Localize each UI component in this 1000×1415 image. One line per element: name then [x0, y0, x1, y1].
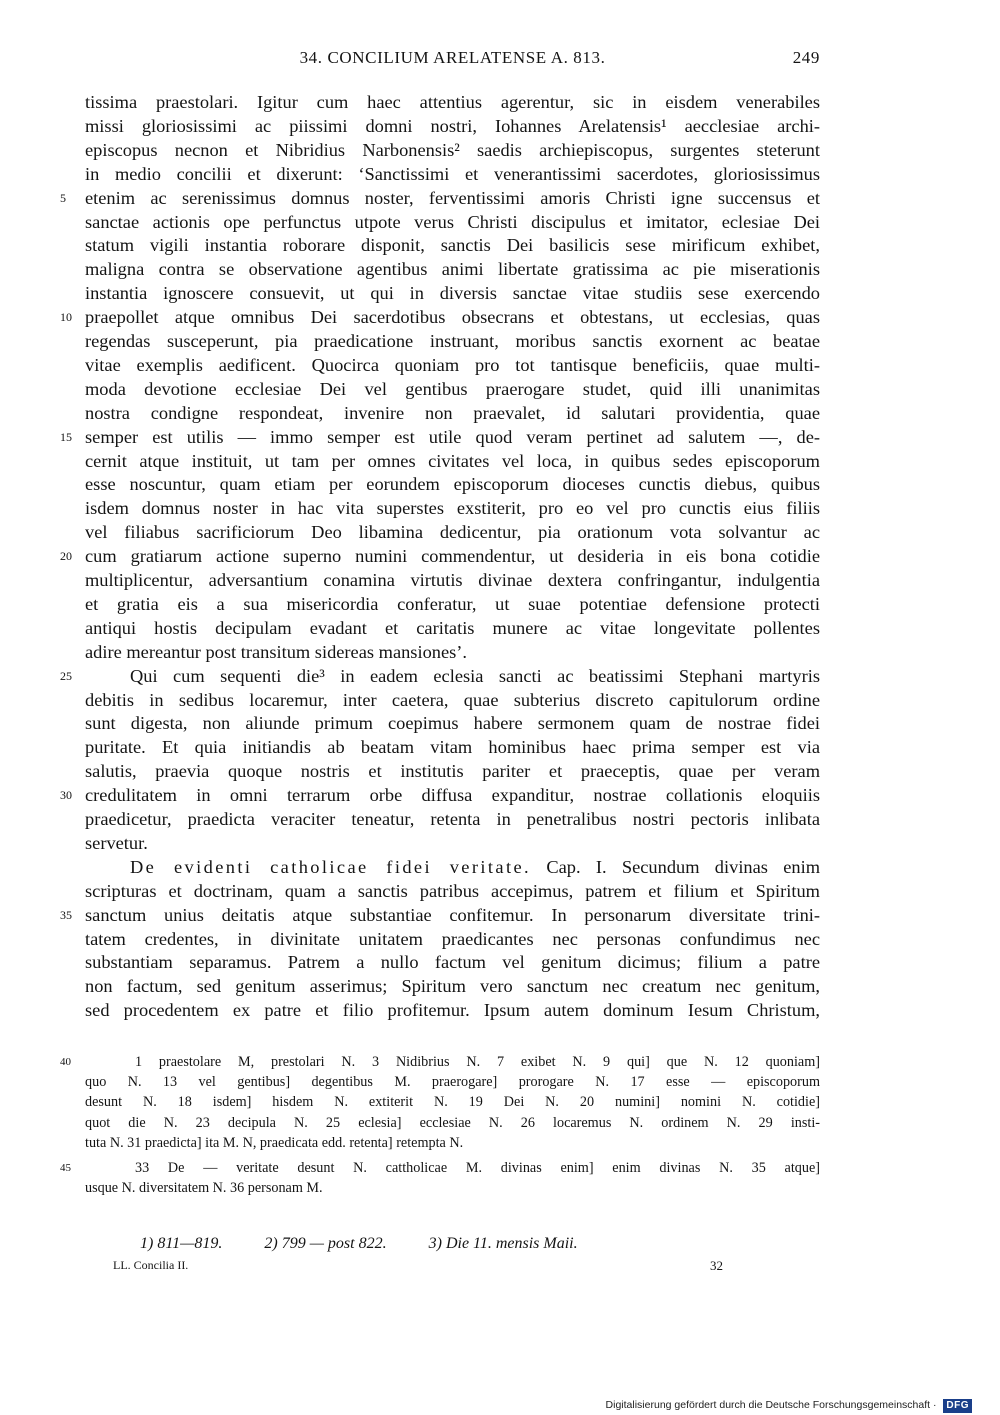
footnote-3: 3) Die 11. mensis Maii.	[428, 1235, 578, 1252]
apparatus-line-text: quo N. 13 vel gentibus] degentibus M. praerogare] prorogare N. 17 esse — episcoporum	[85, 1074, 820, 1091]
apparatus-line	[85, 1158, 820, 1178]
body-line	[85, 305, 820, 329]
body-line	[85, 664, 820, 688]
apparatus-line	[85, 1072, 820, 1092]
line-number: 5	[60, 190, 66, 205]
body-line-text: credulitatem in omni terrarum orbe diffusa expanditur, nostrae collationis eloquiis	[85, 785, 820, 806]
apparatus-line-text: quot die N. 23 decipula N. 25 eclesia] ecclesiae N. 26 locaremus N. ordinem N. 29 insti-	[85, 1114, 820, 1131]
body-line	[85, 90, 820, 114]
body-line-text: semper est utilis — immo semper est utile quod veram pertinet ad salutem —, de-	[85, 426, 820, 447]
body-line-text: statum vigili instantia roborare disponit, sanctis Dei basilicis sese mirificum exhibet,	[85, 235, 820, 256]
body-line-text: puritate. Et quia initiandis ab beatam vitam hominibus haec prima semper est via	[85, 737, 820, 758]
body-line-text: praedicetur, praedicta veraciter teneatur, retenta in penetralibus nostri pectoris inlibata	[85, 809, 820, 829]
body-line-text: episcopus necnon et Nibridius Narbonensis² saedis archiepiscopus, surgentes steterunt	[85, 139, 820, 160]
body-line	[85, 401, 820, 425]
line-number: 35	[60, 907, 72, 922]
body-line-text: multiplicentur, adversantium conamina virtutis divinae dextera confringantur, indulgentia	[85, 570, 820, 590]
credit-text: Digitalisierung gefördert durch die Deutsche Forschungsgemeinschaft ·	[605, 1399, 937, 1411]
body-line-text: servetur.	[85, 832, 148, 853]
body-line	[85, 425, 820, 449]
body-line	[85, 377, 820, 401]
apparatus-line	[85, 1178, 820, 1198]
body-line	[85, 472, 820, 496]
body-line	[85, 162, 820, 186]
body-line-text: regendas susceperunt, pia praedicatione instruant, moribus sanctis exornent ac beatae	[85, 331, 820, 351]
body-line	[85, 520, 820, 544]
apparatus-line-text: 1 praestolare M, prestolari N. 3 Nidibrius N. 7 exibet N. 9 qui] que N. 12 quoniam]	[135, 1054, 820, 1070]
line-number: 10	[60, 310, 72, 325]
body-line-text: in medio concilii et dixerunt: ‘Sanctissimi et venerantissimi sacerdotes, gloriosissimus	[85, 163, 820, 184]
body-line-text: vitae exemplis aedificent. Quocirca quoniam pro tot tantisque beneficiis, quae multi-	[85, 354, 820, 375]
body-line-text: sanctae actionis ope perfunctus utpote verus Christi discipulus et imitator, eclesiae Dei	[85, 211, 820, 232]
body-line-text: scripturas et doctrinam, quam a sanctis patribus accepimus, patrem et filium et Spiritum	[85, 880, 820, 901]
line-number: 30	[60, 788, 72, 803]
body-line-text: cum gratiarum actione superno numini commendentur, ut desideria in eis bona cotidie	[85, 546, 820, 567]
body-line-text: sed procedentem ex patre et filio profitemur. Ipsum autem dominum Iesum Christum,	[85, 1000, 820, 1021]
body-line	[85, 568, 820, 592]
chapter-heading: De evidenti catholicae fidei veritate.	[130, 856, 532, 877]
line-number: 20	[60, 549, 72, 564]
body-line-text: Qui cum sequenti die³ in eadem eclesia sancti ac beatissimi Stephani martyris	[130, 665, 820, 686]
body-line	[85, 329, 820, 353]
apparatus-line-text: tuta N. 31 praedicta] ita M. N, praedicata edd. retenta] retempta N.	[85, 1134, 464, 1151]
footnote-1: 1) 811—819.	[140, 1235, 223, 1252]
body-line-text: isdem domnus noster in hac vita superstes exstiterit, pro eo vel pro cunctis eius filiis	[85, 498, 820, 519]
body-line	[85, 998, 820, 1022]
body-line	[85, 114, 820, 138]
line-number: 25	[60, 668, 72, 683]
running-head	[85, 48, 820, 72]
body-line	[85, 138, 820, 162]
body-line	[85, 855, 820, 879]
apparatus-line	[85, 1092, 820, 1112]
body-line	[85, 353, 820, 377]
body-line	[85, 592, 820, 616]
body-line-text: sunt digesta, non aliunde primum coepimus habere sermonem quam de nostrae fidei	[85, 713, 820, 734]
page-number: 249	[792, 48, 820, 67]
body-line-text: tissima praestolari. Igitur cum haec attentius agerentur, sic in eisdem venerabiles	[85, 92, 820, 112]
body-line-text: salutis, praevia quoque nostris et institutis pariter et praeceptis, quae per veram	[85, 761, 820, 782]
body-line-text: maligna contra se observatione agentibus animi libertate gratissima ac pie miserationis	[85, 259, 820, 280]
body-line	[85, 640, 820, 664]
body-line	[85, 688, 820, 712]
line-number: 40	[60, 1056, 71, 1068]
body-line	[85, 927, 820, 951]
body-line	[85, 210, 820, 234]
footnote-2: 2) 799 — post 822.	[264, 1235, 387, 1252]
signature-mark: LL. Concilia II.	[113, 1258, 189, 1272]
body-line	[85, 807, 820, 831]
body-line	[85, 759, 820, 783]
sheet-number: 32	[710, 1258, 723, 1273]
body-line	[85, 879, 820, 903]
body-line	[85, 950, 820, 974]
line-number: 15	[60, 429, 72, 444]
footnotes	[140, 1233, 616, 1255]
body-line-text: antiqui hostis decipulam evadant et caritatis munere ac vitae longevitate pollentes	[85, 617, 820, 638]
apparatus-line-text: 33 De — veritate desunt N. cattholicae M. divinas enim] enim divinas N. 35 atque]	[135, 1160, 820, 1176]
line-number: 45	[60, 1162, 71, 1174]
body-line	[85, 616, 820, 640]
body-line-text: substantiam separamus. Patrem a nullo factum vel genitum dicimus; filium a patre	[85, 952, 820, 973]
body-line	[85, 544, 820, 568]
body-line-text: tatem credentes, in divinitate unitatem praedicantes nec personas confundimus nec	[85, 928, 820, 949]
body-line	[85, 281, 820, 305]
body-line-text: non factum, sed genitum asserimus; Spiritum vero sanctum nec creatum nec genitum,	[85, 976, 820, 997]
body-line-text: missi gloriosissimi ac piissimi domni nostri, Iohannes Arelatensis¹ aecclesiae archi-	[85, 115, 820, 136]
body-line	[85, 496, 820, 520]
body-line	[85, 711, 820, 735]
body-line	[85, 257, 820, 281]
body-line-text: etenim ac serenissimus domnus noster, ferventissimi amoris Christi igne succensus et	[85, 187, 820, 208]
body-line-text: praepollet atque omnibus Dei sacerdotibus obsecrans et obtestans, ut ecclesias, quas	[85, 307, 820, 328]
apparatus-line-text: desunt N. 18 isdem] hisdem N. extiterit N. 19 Dei N. 20 numini] nomini N. cotidie]	[85, 1094, 820, 1111]
body-line-text: cernit atque instituit, ut tam per omnes civitates vel loca, in quibus sedes episcoporum	[85, 450, 820, 471]
body-line-text: esse noscuntur, quam etiam per eorundem episcoporum dioceses cunctis diebus, quibus	[85, 474, 820, 495]
body-line-text: vel filiabus sacrificiorum Deo libamina dedicentur, pia orationum vota solvantur ac	[85, 522, 820, 543]
body-line	[85, 831, 820, 855]
running-title: 34. CONCILIUM ARELATENSE A. 813.	[299, 48, 606, 67]
body-line-text: nostra condigne respondeat, invenire non praevalet, id salutari providentia, quae	[85, 402, 820, 423]
body-line-text: et gratia eis a sua misericordia conferatur, ut suae potentiae defensione protecti	[85, 593, 820, 614]
body-line	[85, 186, 820, 210]
body-line	[85, 903, 820, 927]
body-line	[85, 233, 820, 257]
digitization-credit	[606, 1398, 972, 1412]
body-line-text: sanctum unius deitatis atque substantiae confitemur. In personarum diversitate trini-	[85, 904, 820, 925]
body-line-text: instantia ignoscere consuevit, ut qui in diversis sanctae vitae studiis sese exercendo	[85, 283, 820, 304]
apparatus-line	[85, 1113, 820, 1133]
body-line	[85, 449, 820, 473]
apparatus-line	[85, 1133, 820, 1153]
apparatus-line-text: usque N. diversitatem N. 36 personam M.	[85, 1180, 323, 1197]
body-line	[85, 735, 820, 759]
dfg-logo: DFG	[943, 1399, 972, 1413]
body-line-text: Cap. I. Secundum divinas enim	[531, 856, 821, 877]
body-line-text: moda devotione ecclesiae Dei vel gentibus praerogare studet, quid illi unanimitas	[85, 378, 820, 399]
body-line	[85, 974, 820, 998]
apparatus-line	[85, 1052, 820, 1072]
body-line	[85, 783, 820, 807]
body-line-text: debitis in sedibus locaremur, inter caetera, quae subterius discreto capitulorum ordine	[85, 689, 820, 710]
body-line-text: adire mereantur post transitum sidereas mansiones’.	[85, 641, 468, 662]
